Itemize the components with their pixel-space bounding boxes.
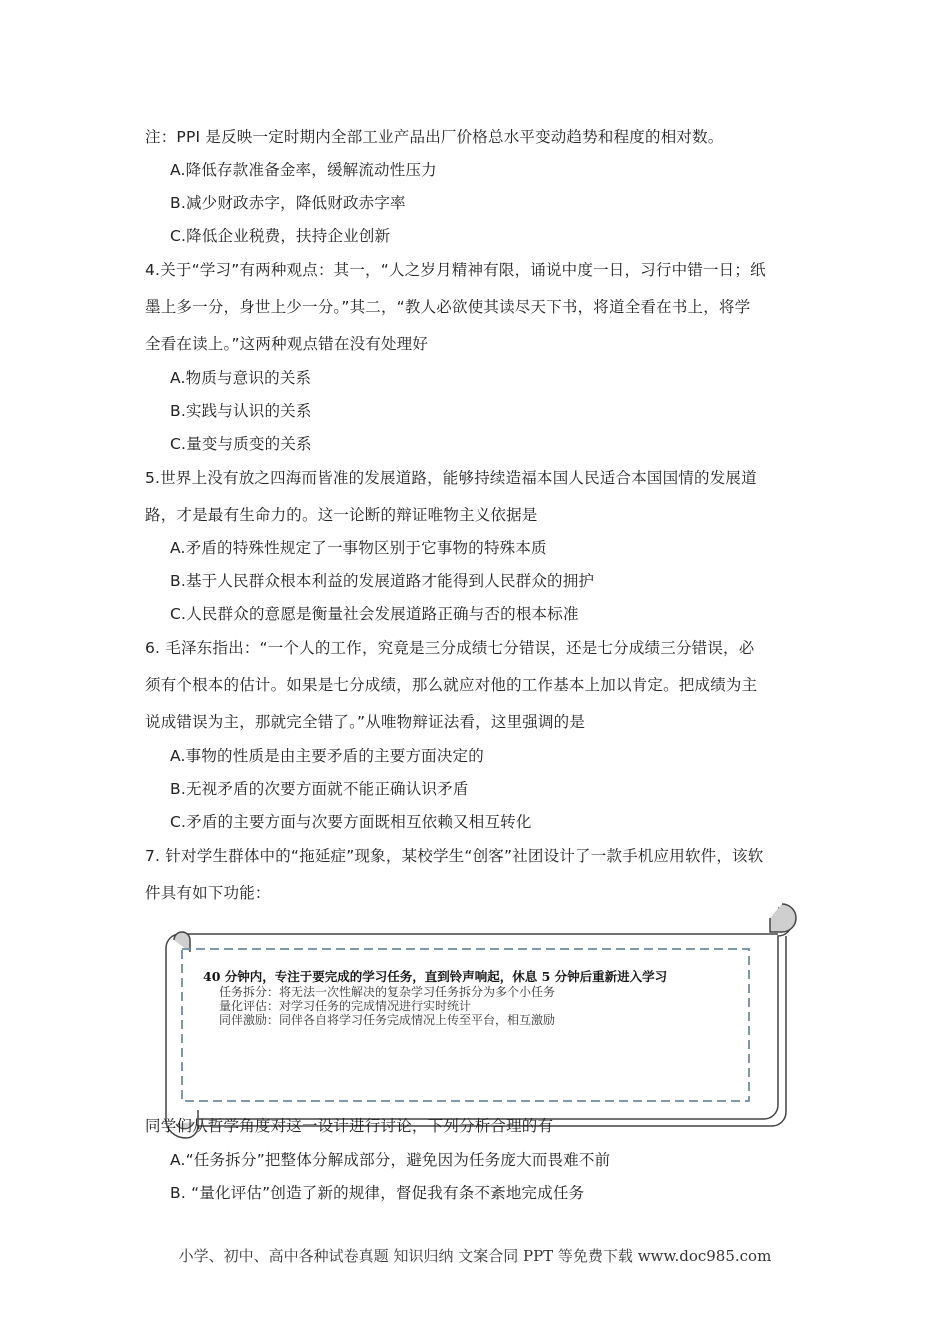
q4-option-b: B.实践与认识的关系 bbox=[170, 402, 312, 420]
q5-option-a: A.矛盾的特殊性规定了一事物区别于它事物的特殊本质 bbox=[170, 539, 547, 557]
q6-stem-line-2: 须有个根本的估计。如果是七分成绩，那么就应对他的工作基本上加以肯定。把成绩为主 bbox=[145, 676, 758, 694]
q6-stem-line-1: 6. 毛泽东指出：“一个人的工作，究竟是三分成绩七分错误，还是七分成绩三分错误，必 bbox=[145, 639, 755, 657]
q5-option-c: C.人民群众的意愿是衡量社会发展道路正确与否的根本标准 bbox=[170, 605, 579, 623]
q5-stem-line-1: 5.世界上没有放之四海而皆准的发展道路，能够持续造福本国人民适合本国国情的发展道 bbox=[145, 469, 757, 487]
scroll-box-title: 40 分钟内，专注于要完成的学习任务，直到铃声响起，休息 5 分钟后重新进入学习 bbox=[203, 969, 668, 984]
scroll-box-item-1: 任务拆分：将无法一次性解决的复杂学习任务拆分为多个小任务 bbox=[219, 985, 556, 999]
q5-stem-line-2: 路，才是最有生命力的。这一论断的辩证唯物主义依据是 bbox=[145, 506, 538, 524]
q7-option-b: B. “量化评估”创造了新的规律，督促我有条不紊地完成任务 bbox=[170, 1184, 585, 1202]
q4-stem-line-1: 4.关于“学习”有两种观点：其一，“人之岁月精神有限，诵说中度一日，习行中错一日；纸 bbox=[145, 261, 766, 279]
q7-option-a: A.“任务拆分”把整体分解成部分，避免因为任务庞大而畏难不前 bbox=[170, 1151, 611, 1169]
q4-option-c: C.量变与质变的关系 bbox=[170, 435, 312, 453]
q6-option-b: B.无视矛盾的次要方面就不能正确认识矛盾 bbox=[170, 780, 469, 798]
q3-option-a: A.降低存款准备金率，缓解流动性压力 bbox=[170, 161, 437, 179]
q5-option-b: B.基于人民群众根本利益的发展道路才能得到人民群众的拥护 bbox=[170, 572, 595, 590]
q3-option-b: B.减少财政赤字，降低财政赤字率 bbox=[170, 194, 406, 212]
q3-option-c: C.降低企业税费，扶持企业创新 bbox=[170, 227, 391, 245]
q4-option-a: A.物质与意识的关系 bbox=[170, 369, 312, 387]
q6-option-c: C.矛盾的主要方面与次要方面既相互依赖又相互转化 bbox=[170, 813, 532, 831]
footer-download-notice: 小学、初中、高中各种试卷真题 知识归纳 文案合同 PPT 等免费下载 www.doc985.com bbox=[178, 1247, 772, 1265]
scroll-box-item-3: 同伴激励：同伴各自将学习任务完成情况上传至平台，相互激励 bbox=[219, 1013, 556, 1027]
q7-stem-line-1: 7. 针对学生群体中的“拖延症”现象，某校学生“创客”社团设计了一款手机应用软件，该软 bbox=[145, 847, 764, 865]
q7-stem-line-2: 件具有如下功能： bbox=[145, 884, 271, 902]
scroll-box-item-2: 量化评估：对学习任务的完成情况进行实时统计 bbox=[219, 999, 472, 1013]
q7-discussion-line: 同学们从哲学角度对这一设计进行讨论，下列分析合理的有 bbox=[145, 1117, 554, 1135]
q6-option-a: A.事物的性质是由主要矛盾的主要方面决定的 bbox=[170, 747, 484, 765]
q4-stem-line-3: 全看在读上。”这两种观点错在没有处理好 bbox=[145, 335, 429, 353]
ppi-note: 注：PPI 是反映一定时期内全部工业产品出厂价格总水平变动趋势和程度的相对数。 bbox=[145, 128, 724, 146]
q4-stem-line-2: 墨上多一分，身世上少一分。”其二，“教人必欲使其读尽天下书，将道全看在书上，将学 bbox=[145, 298, 751, 316]
q6-stem-line-3: 说成错误为主，那就完全错了。”从唯物辩证法看，这里强调的是 bbox=[145, 713, 586, 731]
